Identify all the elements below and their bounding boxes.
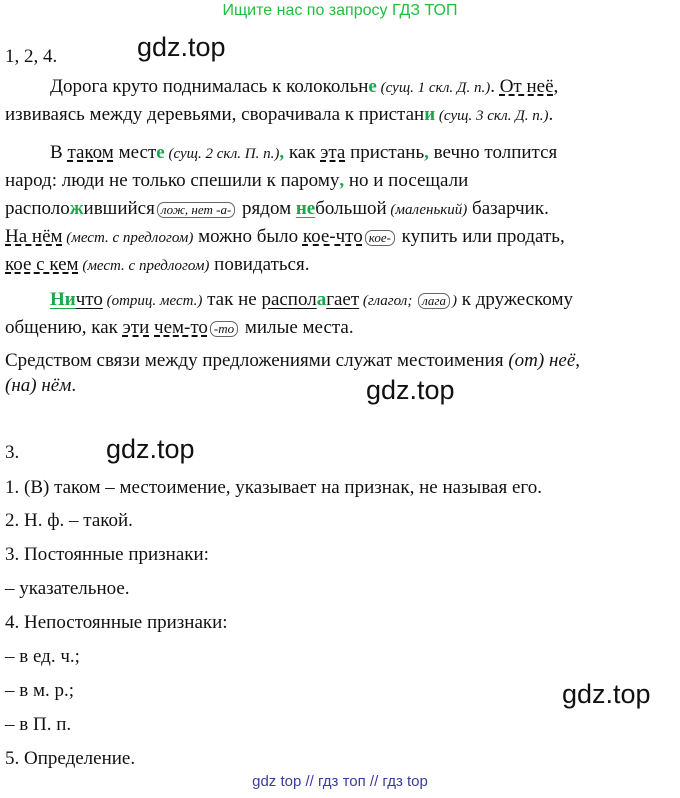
paragraph-4-line-1: Средством связи между предложениями служат местоимения (от) неё, xyxy=(5,350,581,371)
morpheme-mark-laga: лага xyxy=(418,293,450,309)
watermark: gdz.top xyxy=(562,679,651,709)
paragraph-3-line-1: Ничто (отриц. мест.) так не располагает (глагол; лага ) к дружескому xyxy=(50,289,574,310)
watermark: gdz.top xyxy=(137,32,226,62)
task-number-3: 3. xyxy=(5,442,20,463)
paragraph-2-line-1: В таком месте (сущ. 2 скл. П. п.), как эта пристань, вечно толпится xyxy=(50,142,558,163)
paragraph-2-line-2: народ: люди не только спешили к парому, но и посещали xyxy=(5,170,469,191)
paragraph-2-line-3: расположившийся лож, нет -а- рядом небольшой (маленький) базарчик. xyxy=(5,198,549,219)
morpheme-mark-lozh: лож, нет -а- xyxy=(157,202,235,218)
footer-links[interactable]: gdz top // гдз топ // гдз top xyxy=(252,773,428,790)
task-number-1-2-4: 1, 2, 4. xyxy=(5,46,58,67)
analysis-line: – в м. р.; xyxy=(5,680,75,701)
paragraph-1-line-1: Дорога круто поднималась к колокольне (сущ. 1 скл. Д. п.). От неё, xyxy=(50,76,559,97)
analysis-line: 1. (В) таком – местоимение, указывает на признак, не называя его. xyxy=(5,477,542,498)
paragraph-4-line-2: (на) нём. xyxy=(5,375,77,396)
top-banner[interactable]: Ищите нас по запросу ГДЗ ТОП xyxy=(222,2,458,19)
morpheme-mark-koe: кое- xyxy=(365,230,395,246)
analysis-line: 4. Непостоянные признаки: xyxy=(5,612,228,633)
paragraph-3-line-2: общению, как эти чем-то -то милые места. xyxy=(5,317,354,338)
morpheme-mark-to: -то xyxy=(210,321,238,337)
analysis-line: – в П. п. xyxy=(5,714,72,735)
watermark: gdz.top xyxy=(366,375,455,405)
analysis-line: – указательное. xyxy=(5,578,130,599)
watermark: gdz.top xyxy=(106,434,195,464)
analysis-line: 3. Постоянные признаки: xyxy=(5,544,209,565)
analysis-line: 5. Определение. xyxy=(5,748,136,769)
analysis-line: 2. Н. ф. – такой. xyxy=(5,510,133,531)
paragraph-1-line-2: извиваясь между деревьями, сворачивала к пристани (сущ. 3 скл. Д. п.). xyxy=(5,104,554,125)
paragraph-2-line-4: На нём (мест. с предлогом) можно было кое-что кое- купить или продать, xyxy=(5,226,565,247)
analysis-line: – в ед. ч.; xyxy=(5,646,80,667)
paragraph-2-line-5: кое с кем (мест. с предлогом) повидаться. xyxy=(5,254,310,275)
